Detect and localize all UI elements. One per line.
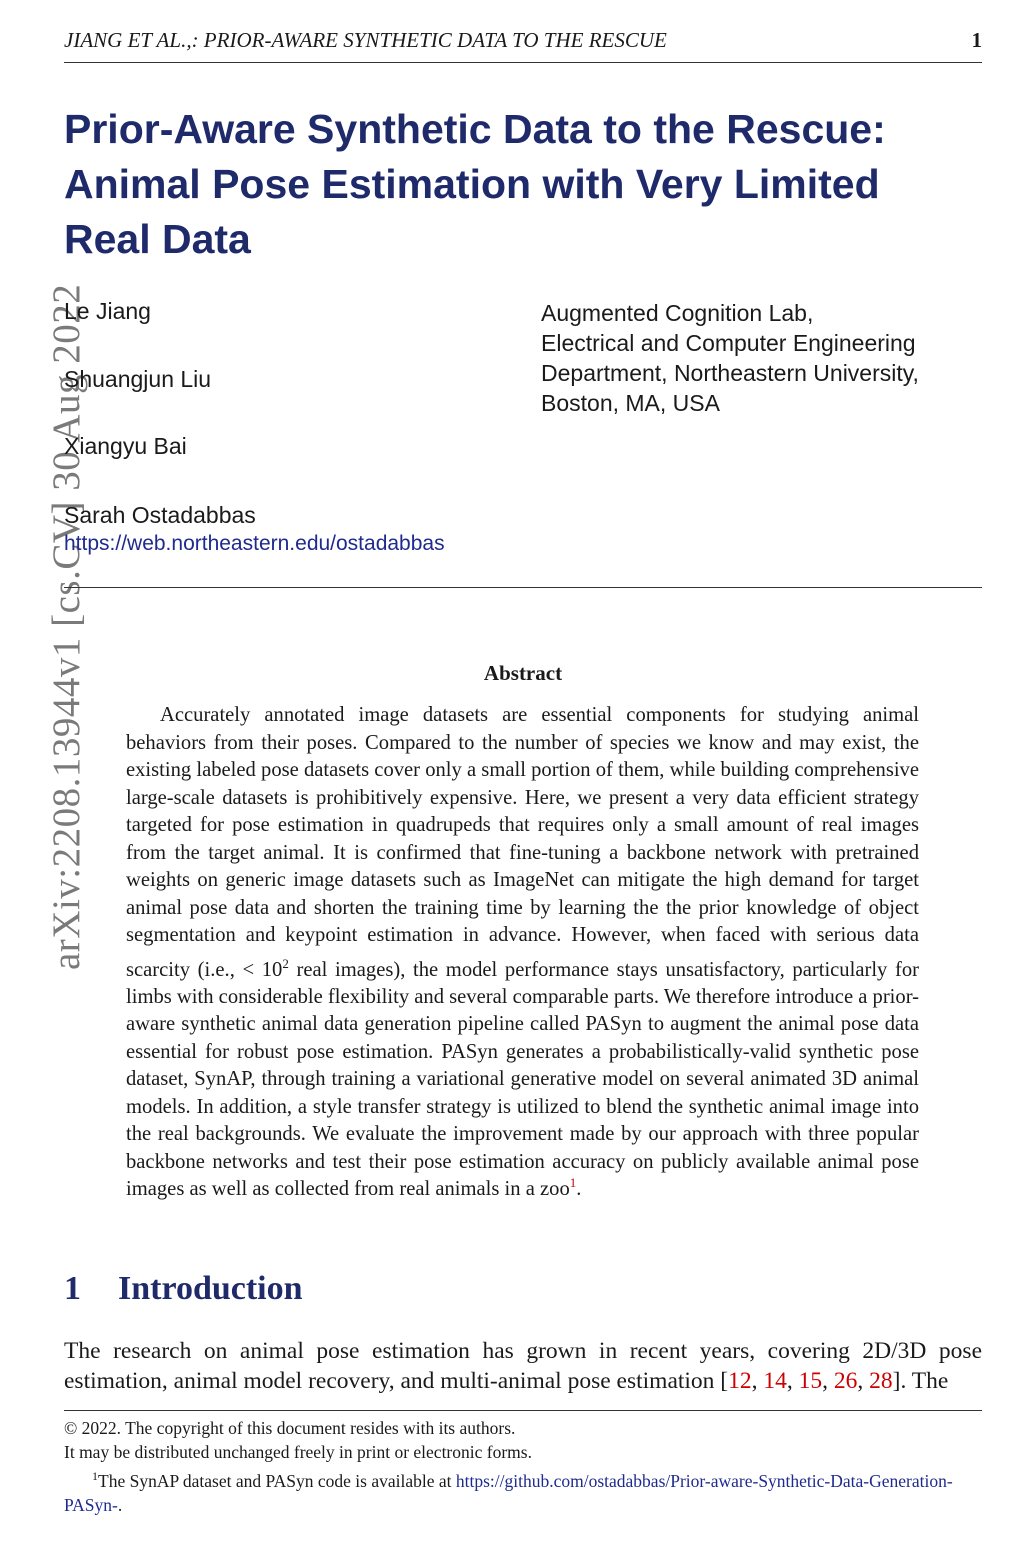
affiliation-line: Electrical and Computer Engineering — [541, 330, 916, 356]
citation[interactable]: 15 — [798, 1368, 823, 1394]
section-number: 1 — [64, 1270, 81, 1307]
paper-title: Prior-Aware Synthetic Data to the Rescue: Animal Pose Estimation with Very Limited Real Data — [64, 106, 886, 262]
abstract-text: Accurately annotated image datasets are essential components for studying animal behaviors from their poses. Compared to the number of species we know and may exist, the existing labeled pose datasets cover only a small portion of them, while building comprehensive large-scale datasets is prohibitively expensive. Here, we present a very data efficient strategy targeted for pose estimation in quadrupeds that requires only a small amount of real images from the target animal. It is confirmed that fine-tuning a backbone network with pretrained weights on generic image datasets such as ImageNet can mitigate the high demand for target animal pose data and shorten the training time by learning the the prior knowledge of object segmentation and keypoint estimation in advance. However, when faced with serious data scarcity (i.e., < 10 — [126, 704, 919, 981]
author-name: Shuangjun Liu — [64, 366, 212, 392]
abstract-end: . — [576, 1178, 582, 1201]
intro-text-end: ]. The — [892, 1368, 949, 1394]
footer-rule — [64, 1410, 982, 1411]
arxiv-stamp: arXiv:2208.13944v1 [cs.CV] 30 Aug 2022 — [45, 283, 88, 970]
author-name: Xiangyu Bai — [64, 433, 187, 459]
page-number: 1 — [971, 28, 982, 52]
citation[interactable]: 26 — [833, 1368, 858, 1394]
footnote — [64, 1464, 982, 1517]
affiliation-line: Augmented Cognition Lab, — [541, 300, 814, 326]
citation[interactable]: 28 — [869, 1368, 893, 1394]
exponent: 2 — [282, 955, 289, 971]
author-homepage-link[interactable]: https://web.northeastern.edu/ostadabbas — [64, 532, 445, 555]
intro-text: The research on animal pose estimation has grown in recent years, covering 2D/3D pose estimation, animal model recovery, and multi-animal pose estimation [ — [64, 1338, 982, 1394]
abstract-body — [126, 702, 919, 1204]
abstract-heading: Abstract — [483, 661, 563, 685]
affiliation-line: Department, Northeastern University, — [541, 360, 919, 386]
distribution-notice: It may be distributed unchanged freely in print or electronic forms. — [64, 1442, 532, 1462]
header-rule — [64, 62, 982, 63]
affiliation-line: Boston, MA, USA — [541, 390, 720, 416]
citation[interactable]: 12 — [728, 1368, 752, 1394]
title-block-rule — [64, 587, 982, 588]
author-name: Le Jiang — [64, 298, 151, 324]
author-name: Sarah Ostadabbas — [64, 502, 256, 528]
footnote-text: The SynAP dataset and PASyn code is available at — [98, 1470, 456, 1491]
running-title: JIANG ET AL.,: PRIOR-AWARE SYNTHETIC DATA TO THE RESCUE — [64, 28, 667, 52]
abstract-text-continued: real images), the model performance stays unsatisfactory, particularly for limbs with considerable flexibility and several comparable parts. We therefore introduce a prior-aware synthetic animal data generation pipeline called PASyn to augment the animal pose data essential for robust pose estimation. PASyn generates a probabilistically-valid synthetic pose dataset, SynAP, through training a variational generative model on several animated 3D animal models. In addition, a style transfer strategy is utilized to blend the synthetic animal image into the real backgrounds. We evaluate the improvement made by our approach with three popular backbone networks and test their pose estimation accuracy on publicly available animal pose images as well as collected from real animals in a zoo — [126, 958, 920, 1201]
affiliation — [541, 298, 981, 418]
copyright-notice: © 2022. The copyright of this document resides with its authors. — [64, 1418, 516, 1438]
running-header — [64, 28, 982, 52]
footnote-end: . — [117, 1494, 123, 1515]
footnote-ref[interactable]: 1 — [569, 1175, 577, 1191]
citation[interactable]: 14 — [763, 1368, 787, 1394]
page-footer — [64, 1416, 982, 1517]
code-repository-link[interactable]: https://github.com/ostadabbas/Prior-aware-Synthetic-Data-Generation-PASyn- — [64, 1470, 953, 1515]
intro-paragraph: The research on animal pose estimation has grown in recent years, covering 2D/3D pose estimation, animal model recovery, and multi-animal pose estimation [12, 14, 15, 26, 28]. The — [64, 1338, 982, 1394]
section-heading — [64, 1270, 303, 1308]
footnote-mark: 1 — [92, 1469, 98, 1483]
section-title: Introduction — [118, 1270, 303, 1307]
